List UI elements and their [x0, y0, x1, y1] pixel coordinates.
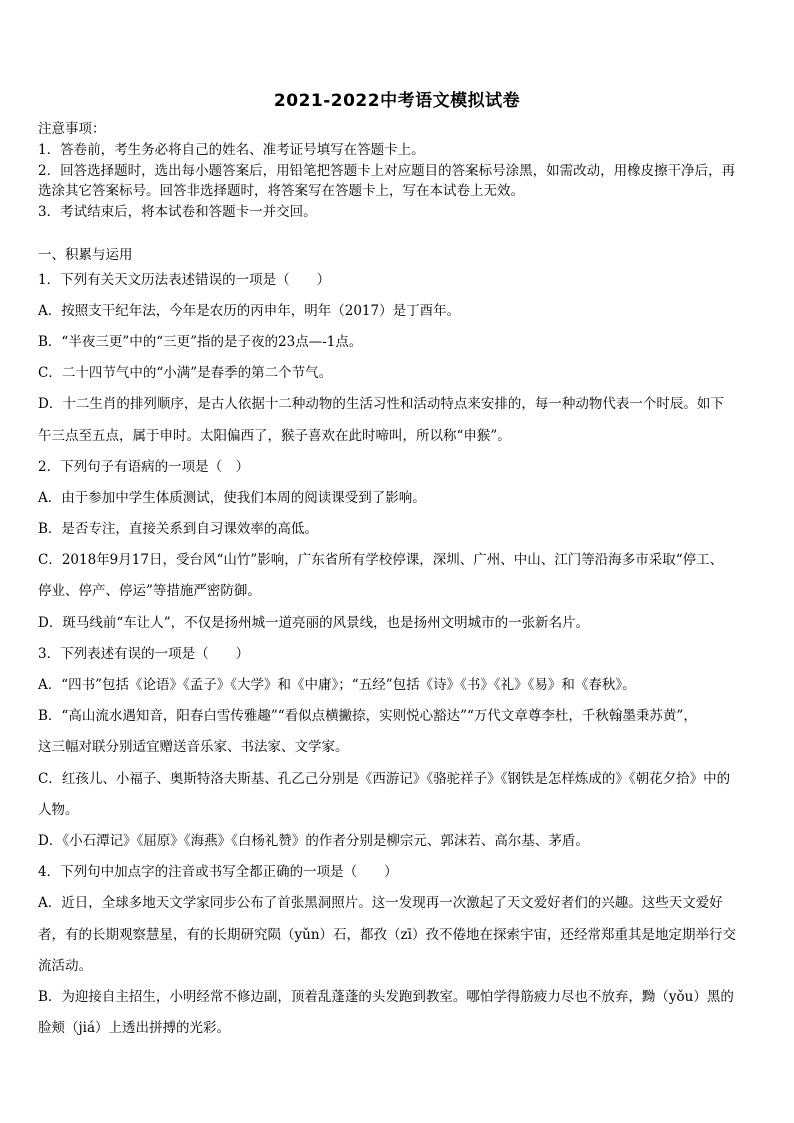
- option-d: D．《小石潭记》《屈原》《海燕》《白杨礼赞》的作者分别是柳宗元、郭沫若、高尔基、茅盾。: [38, 833, 589, 849]
- option-a: A．近日，全球多地天文学家同步公布了首张黑洞照片。这一发现再一次激起了天文爱好者们的兴趣。这些天文爱好: [38, 895, 723, 911]
- notice-line: 2．回答选择题时，选出每小题答案后，用铅笔把答题卡上对应题目的答案标号涂黑，如需改动，用橡皮擦干净后，再: [38, 163, 736, 179]
- notice-line: 3．考试结束后，将本试卷和答题卡一并交回。: [38, 204, 317, 220]
- question-stem: 4．下列句中加点字的注音或书写全都正确的一项是（ ）: [38, 864, 398, 880]
- option-c: C．二十四节气中的“小满”是春季的第二个节气。: [38, 365, 333, 381]
- notice-line: 选涂其它答案标号。回答非选择题时，将答案写在答题卡上，写在本试卷上无效。: [38, 183, 524, 199]
- option-c-cont: 停业、停产、停运”等措施严密防御。: [38, 583, 261, 599]
- option-d-cont: 午三点至五点，属于申时。太阳偏西了，猴子喜欢在此时啼叫，所以称“申猴”。: [38, 428, 511, 444]
- section-heading: 一、积累与运用: [38, 247, 133, 263]
- option-a-cont: 流活动。: [38, 958, 92, 974]
- question-stem: 1．下列有关天文历法表述错误的一项是（ ）: [38, 272, 331, 288]
- option-c: C．红孩儿、小福子、奥斯特洛夫斯基、孔乙己分别是《西游记》《骆驼祥子》《钢铁是怎样炼成的》《朝花夕拾》中的: [38, 771, 731, 787]
- option-b-cont: 脸颊（jiá）上透出拼搏的光彩。: [38, 1020, 231, 1036]
- option-d: D．斑马线前“车让人”，不仅是扬州城一道亮丽的风景线，也是扬州文明城市的一张新名片。: [38, 615, 590, 631]
- notice-heading: 注意事项：: [38, 121, 106, 137]
- page-title: 2021-2022中考语文模拟试卷: [273, 91, 521, 111]
- option-a: A．由于参加中学生体质测试，使我们本周的阅读课受到了影响。: [38, 490, 426, 506]
- option-b-cont: 这三幅对联分别适宜赠送音乐家、书法家、文学家。: [38, 739, 349, 755]
- option-b: B．是否专注，直接关系到自习课效率的高低。: [38, 521, 318, 537]
- option-a: A．“四书”包括《论语》《孟子》《大学》和《中庸》；“五经”包括《诗》《书》《礼》《易》和《春秋》。: [38, 677, 636, 693]
- option-b: B．“半夜三更”中的“三更”指的是子夜的23点—-1点。: [38, 334, 363, 350]
- option-c-cont: 人物。: [38, 802, 79, 818]
- notice-line: 1．答卷前，考生务必将自己的姓名、准考证号填写在答题卡上。: [38, 142, 425, 158]
- option-b: B．为迎接自主招生，小明经常不修边副，顶着乱蓬蓬的头发跑到教室。哪怕学得筋疲力尽也不放弃，黝（yǒu）黑的: [38, 989, 734, 1005]
- option-d: D．十二生肖的排列顺序，是古人依据十二种动物的生活习性和活动特点来安排的，每一种动物代表一个时辰。如下: [38, 396, 724, 412]
- option-b: B．“高山流水遇知音，阳春白雪传雅趣”“看似点横撇捺，实则悦心豁达”“万代文章尊李杜，千秋翰墨秉苏黄”，: [38, 708, 697, 724]
- question-stem: 3．下列表述有误的一项是（ ）: [38, 646, 250, 662]
- option-a-cont: 者，有的长期观察慧星，有的长期研究陨（yǔn）石，都孜（zī）孜不倦地在探索宇宙，还经常郑重其是地定期举行交: [38, 927, 736, 943]
- option-c: C．2018年9月17日，受台风“山竹”影响，广东省所有学校停课，深圳、广州、中山、江门等沿海多市采取“停工、: [38, 552, 724, 568]
- option-a: A．按照支干纪年法，今年是农历的丙申年，明年（2017）是丁酉年。: [38, 303, 461, 319]
- question-stem: 2．下列句子有语病的一项是（ ）: [38, 459, 250, 475]
